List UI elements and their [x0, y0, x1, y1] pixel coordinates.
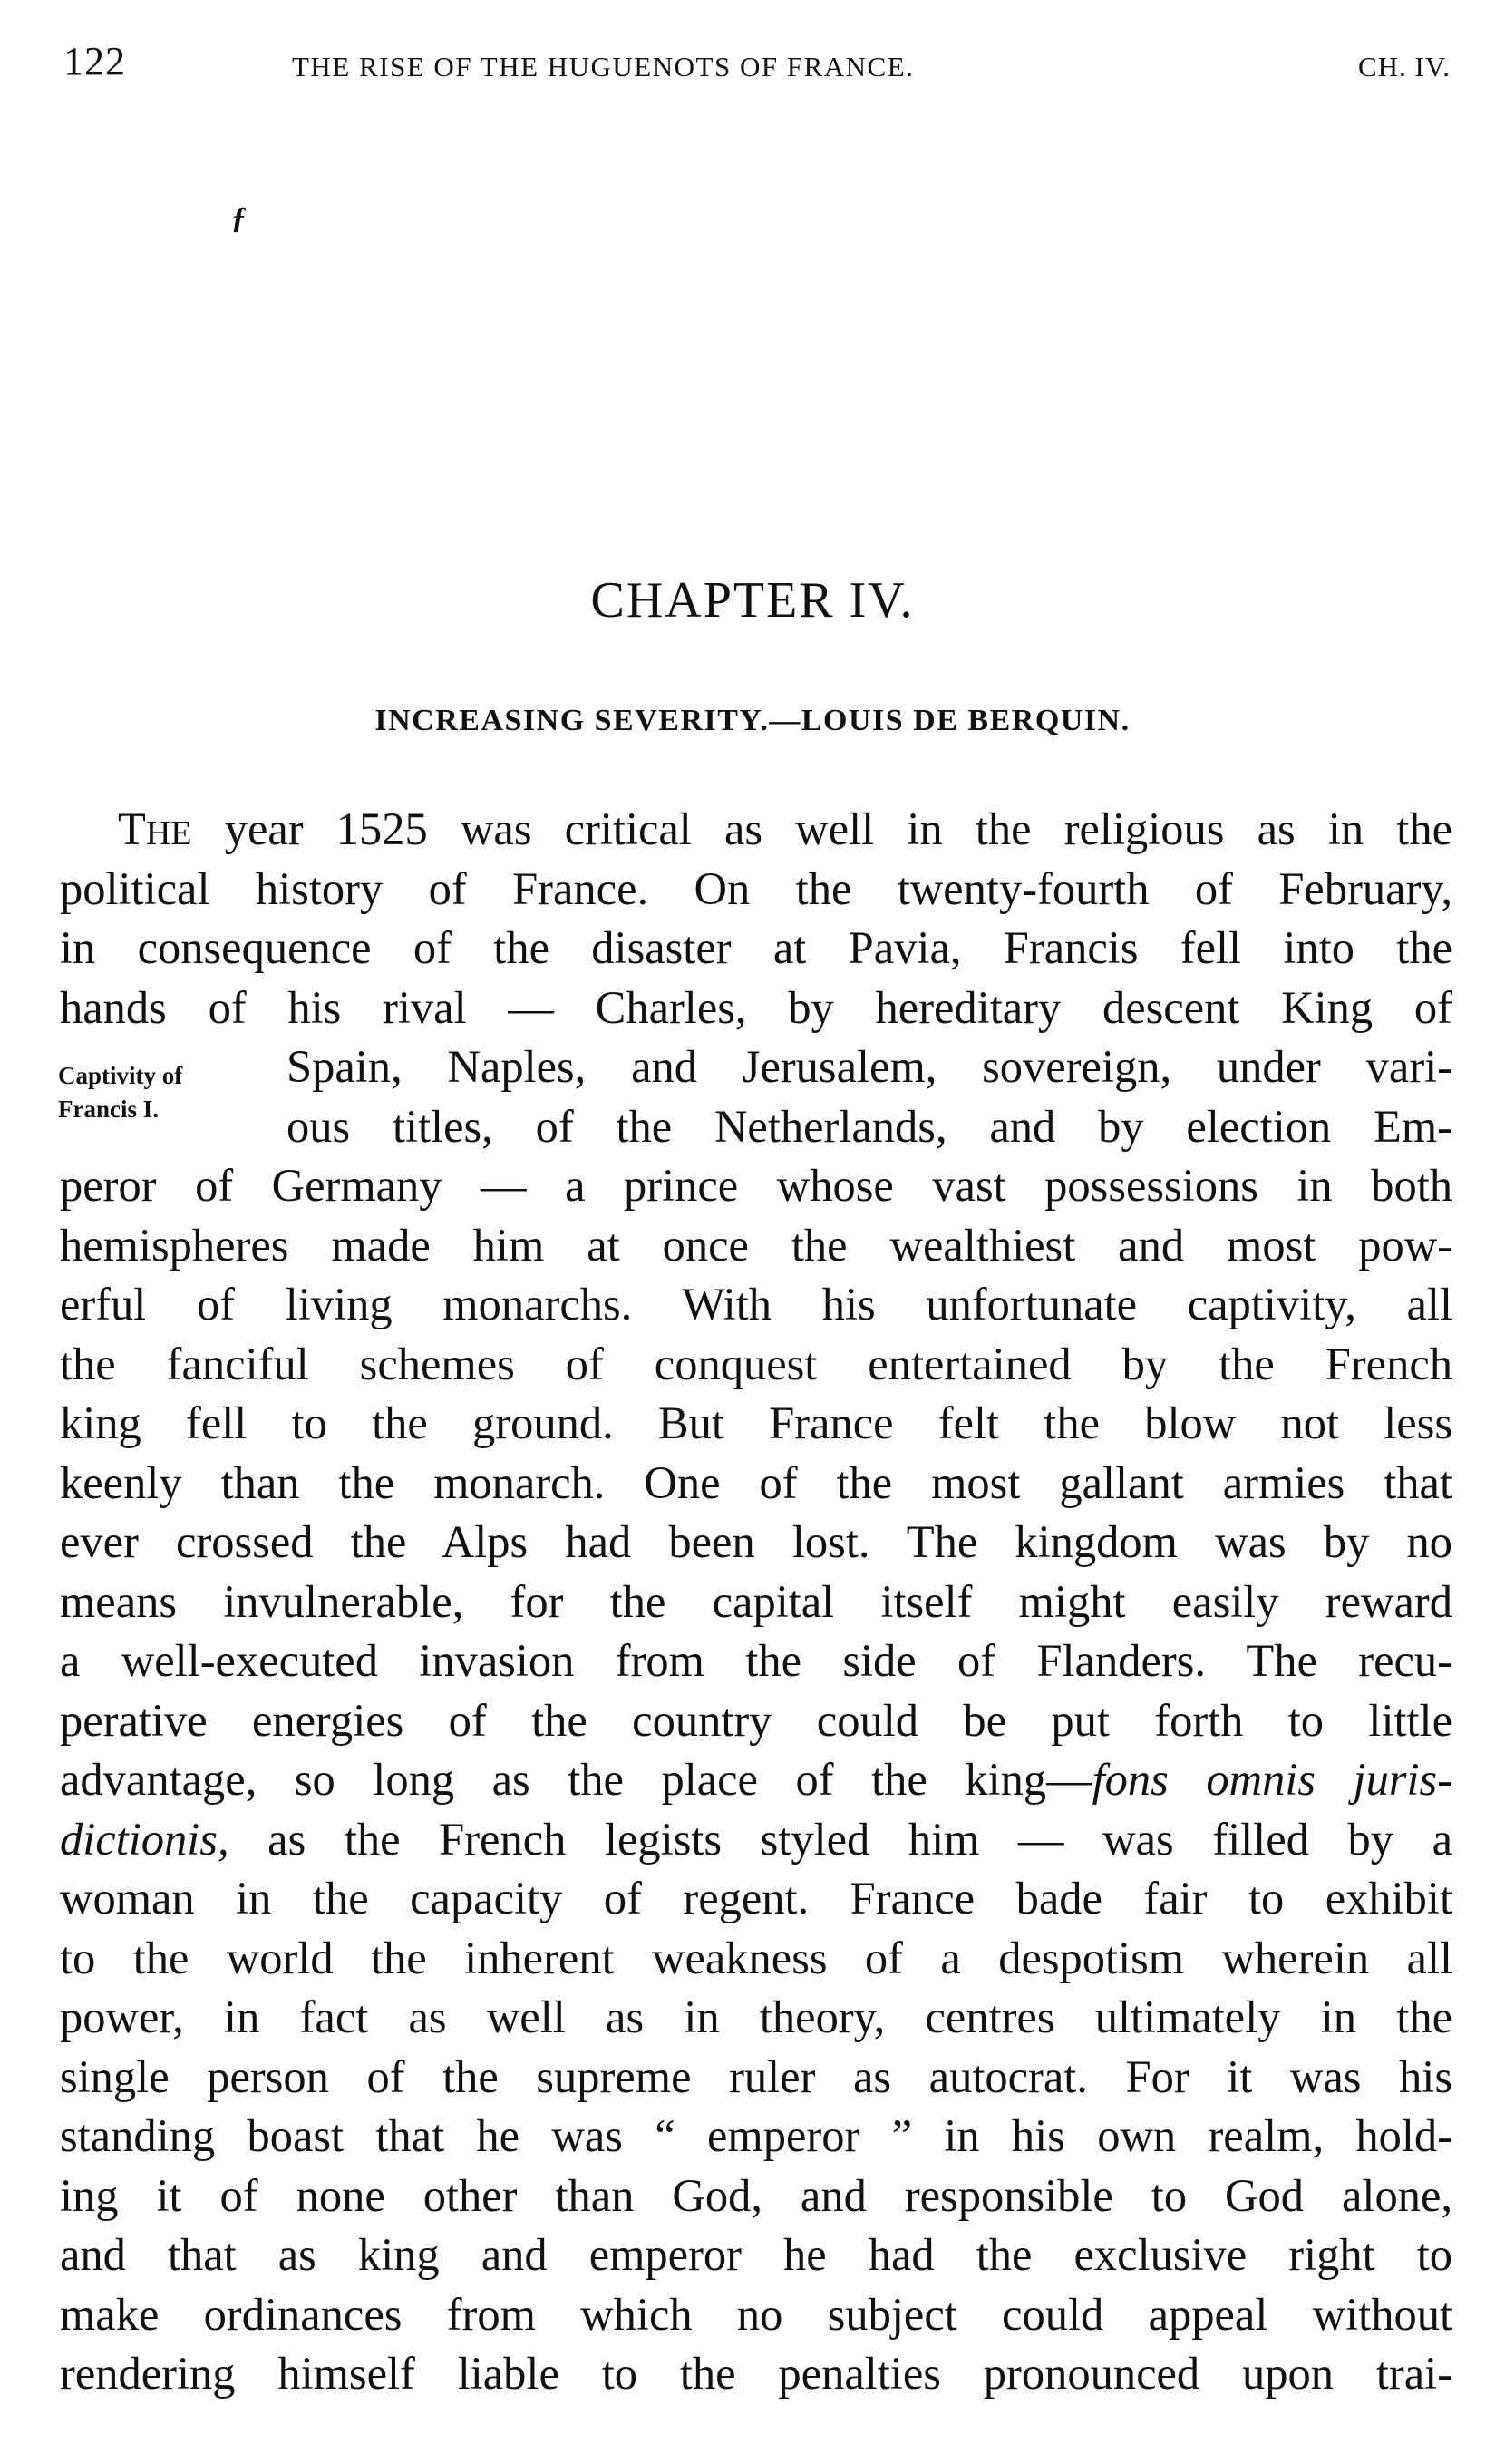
text-line: hands of his rival — Charles, by hereditary descent King of	[60, 981, 1452, 1033]
line-text: year 1525 was critical as well in the religious as in the	[191, 803, 1452, 854]
text-line	[60, 1810, 1452, 1870]
text-line: Spain, Naples, and Jerusalem, sovereign, under vari-	[286, 1041, 1452, 1092]
text-line	[60, 800, 1452, 860]
latin-phrase: fons omnis juris-	[1092, 1754, 1452, 1805]
text-line: rendering himself liable to the penalties pronounced upon trai-	[60, 2348, 1452, 2399]
text-line: political history of France. On the twenty-fourth of February,	[60, 862, 1452, 914]
chapter-title: CHAPTER IV.	[590, 572, 915, 628]
text-line: peror of Germany — a prince whose vast possessions in both	[60, 1160, 1452, 1211]
page-number: 122	[63, 39, 126, 83]
text-line: a well-executed invasion from the side of Flanders. The recu-	[60, 1635, 1452, 1686]
margin-note-line: Captivity of	[58, 1062, 183, 1089]
body-text	[60, 800, 1452, 2404]
opening-word-rest: HE	[145, 814, 192, 852]
text-line	[60, 1750, 1452, 1810]
latin-phrase: dictionis,	[60, 1813, 229, 1865]
text-line: ever crossed the Alps had been lost. The kingdom was by no	[60, 1516, 1452, 1567]
opening-word-initial: T	[118, 803, 146, 854]
text-line: standing boast that he was “ emperor ” in his own realm, hold-	[60, 2110, 1452, 2161]
text-line: single person of the supreme ruler as autocrat. For it was his	[60, 2050, 1452, 2102]
margin-note-line: Francis I.	[58, 1096, 159, 1123]
text-line: power, in fact as well as in theory, centres ultimately in the	[60, 1992, 1452, 2042]
text-line: king fell to the ground. But France felt the blow not less	[60, 1398, 1452, 1448]
text-line: make ordinances from which no subject could appeal without	[60, 2288, 1452, 2340]
text-line: to the world the inherent weakness of a despotism wherein all	[60, 1932, 1452, 1983]
text-line: and that as king and emperor he had the exclusive right to	[60, 2229, 1452, 2280]
text-line: in consequence of the disaster at Pavia, Francis fell into the	[60, 922, 1452, 973]
text-line: erful of living monarchs. With his unfortunate captivity, all	[60, 1279, 1452, 1329]
text-line: hemispheres made him at once the wealthiest and most pow-	[60, 1219, 1452, 1271]
stray-printer-mark: ƒ	[231, 201, 247, 235]
text-line: the fanciful schemes of conquest entertained by the French	[60, 1338, 1452, 1389]
text-line: woman in the capacity of regent. France bade fair to exhibit	[60, 1873, 1452, 1923]
running-title: THE RISE OF THE HUGUENOTS OF FRANCE.	[292, 51, 915, 83]
line-text: as the French legists styled him — was filled by a	[228, 1813, 1452, 1865]
text-line: keenly than the monarch. One of the most gallant armies that	[60, 1456, 1452, 1508]
running-head	[63, 38, 1451, 93]
text-line: ing it of none other than God, and responsible to God alone,	[60, 2169, 1452, 2221]
text-line: means invulnerable, for the capital itself might easily reward	[60, 1575, 1452, 1627]
text-line: perative energies of the country could be put forth to little	[60, 1694, 1452, 1746]
text-line: ous titles, of the Netherlands, and by election Em-	[286, 1100, 1452, 1152]
chapter-subtitle: INCREASING SEVERITY.—LOUIS DE BERQUIN.	[374, 704, 1131, 737]
line-text: advantage, so long as the place of the king—	[60, 1754, 1092, 1805]
running-chapter-ref: CH. IV.	[1357, 51, 1451, 83]
